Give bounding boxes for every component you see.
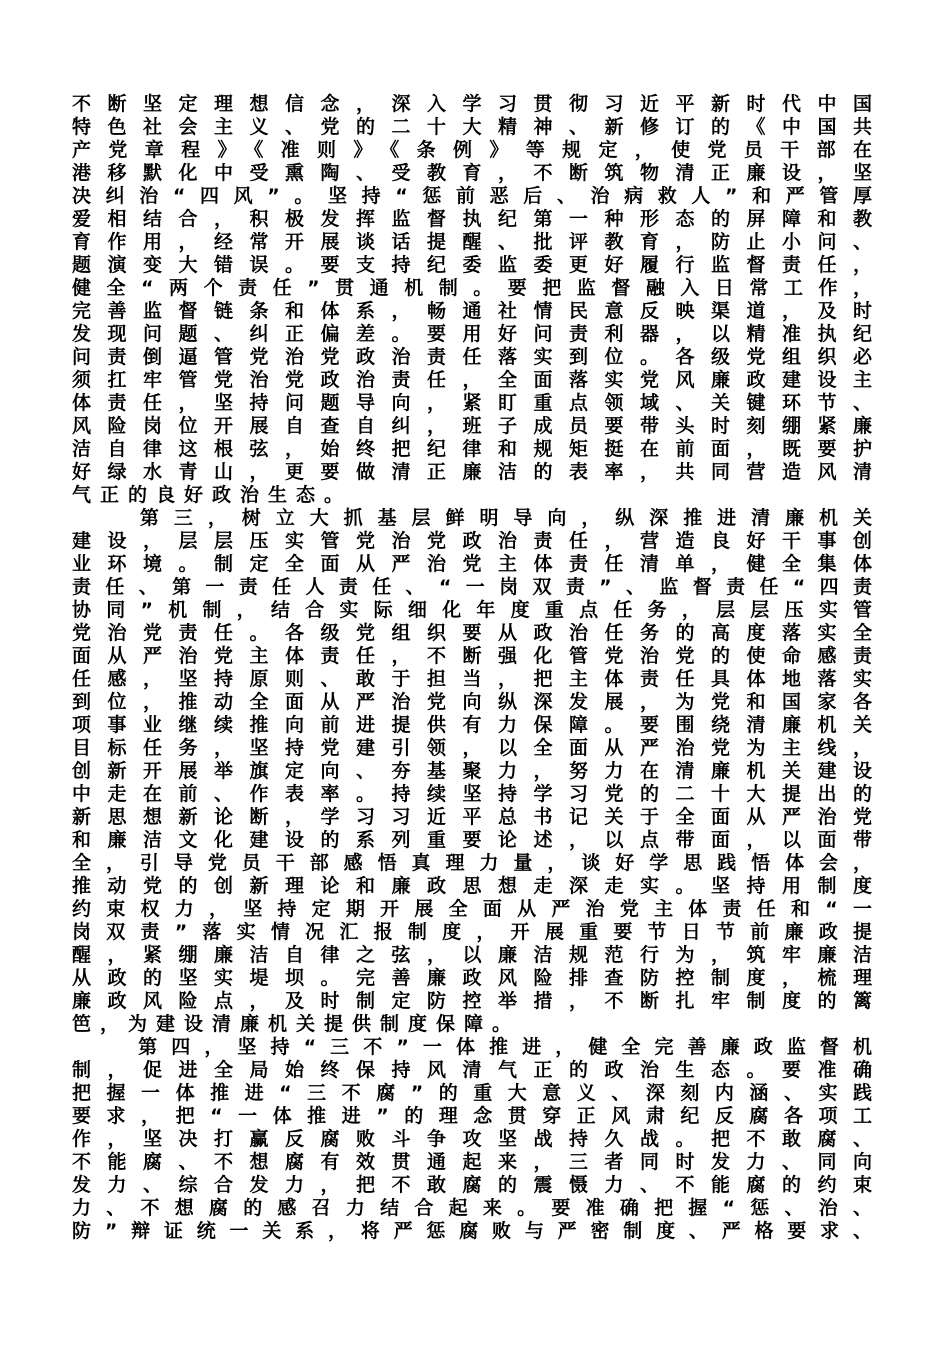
text-line: 完善监督链条和体系，畅通社情民意反映渠道，及时 — [72, 300, 872, 322]
text-line: 发现问题、纠正偏差。要用好问责利器，以精准执纪 — [72, 323, 872, 345]
text-line: 作，坚决打赢反腐败斗争攻坚战持久战。把不敢腐、 — [72, 1128, 872, 1150]
text-line: 风险岗位开展自查自纠，班子成员要带头时刻绷紧廉 — [72, 415, 872, 437]
text-line: 任感，坚持原则、敢于担当，把主体责任具体地落实 — [72, 668, 872, 690]
text-line: 廉政风险点，及时制定防控举措，不断扎牢制度的篱 — [72, 990, 872, 1012]
text-line: 责任、第一责任人责任、“一岗双责”、监督责任“四责 — [72, 576, 872, 598]
text-line: 和廉洁文化建设的系列重要论述，以点带面，以面带 — [72, 829, 872, 851]
text-line: 特色社会主义、党的二十大精神、新修订的《中国共 — [72, 116, 872, 138]
text-line: 洁自律这根弦，始终把纪律和规矩挺在前面，既要护 — [72, 438, 872, 460]
text-line: 从政的坚实堤坝。完善廉政风险排查防控制度，梳理 — [72, 967, 872, 989]
text-line: 健全“两个责任”贯通机制。要把监督融入日常工作， — [72, 277, 872, 299]
text-line: 中走在前、作表率。持续坚持学习党的二十大提出的 — [72, 783, 872, 805]
text-line: 不能腐、不想腐有效贯通起来，三者同时发力、同向 — [72, 1151, 872, 1173]
text-line: 协同”机制，结合实际细化年度重点任务，层层压实管 — [72, 599, 872, 621]
text-line: 面从严治党主体责任，不断强化管党治党的使命感责 — [72, 645, 872, 667]
text-line: 第四，坚持“三不”一体推进，健全完善廉政监督机 — [72, 1036, 872, 1058]
text-line: 建设，层层压实管党治党政治责任，营造良好干事创 — [72, 530, 872, 552]
text-line: 发力、综合发力，把不敢腐的震慑力、不能腐的约束 — [72, 1174, 872, 1196]
text-line: 防”辩证统一关系，将严惩腐败与严密制度、严格要求、 — [72, 1220, 872, 1242]
text-line: 不断坚定理想信念，深入学习贯彻习近平新时代中国 — [72, 93, 872, 115]
text-line: 爱相结合，积极发挥监督执纪第一种形态的屏障和教 — [72, 208, 872, 230]
text-line: 问责倒逼管党治党政治责任落实到位。各级党组织必 — [72, 346, 872, 368]
text-line: 须扛牢管党治党政治责任，全面落实党风廉政建设主 — [72, 369, 872, 391]
text-line: 育作用，经常开展谈话提醒、批评教育，防止小问、 — [72, 231, 872, 253]
body-text — [72, 93, 872, 1243]
text-line: 新思想新论断，学习习近平总书记关于全面从严治党 — [72, 806, 872, 828]
text-line: 业环境。制定全面从严治党主体责任清单，健全集体 — [72, 553, 872, 575]
text-line: 题演变大错误。要支持纪委监委更好履行监督责任， — [72, 254, 872, 276]
text-line: 全，引导党员干部感悟真理力量，谈好学思践悟体会， — [72, 852, 872, 874]
text-line: 港移默化中受熏陶、受教育，不断筑物清正廉设，坚 — [72, 162, 872, 184]
text-line: 目标任务，坚持党建引领，以全面从严治党为主线， — [72, 737, 872, 759]
text-line: 气正的良好政治生态。 — [72, 484, 353, 506]
text-line: 醒，紧绷廉洁自律之弦，以廉洁规范行为，筑牢廉洁 — [72, 944, 872, 966]
text-line: 推动党的创新理论和廉政思想走深走实。坚持用制度 — [72, 875, 872, 897]
text-line: 决纠治“四风”。坚持“惩前恶后、治病救人”和严管厚 — [72, 185, 872, 207]
text-line: 产党章程》《准则》《条例》等规定，使党员干部在 — [72, 139, 872, 161]
text-line: 岗双责”落实情况汇报制度，开展重要节日节前廉政提 — [72, 921, 872, 943]
text-line: 把握一体推进“三不腐”的重大意义、深刻内涵、实践 — [72, 1082, 872, 1104]
text-line: 党治党责任。各级党组织要从政治任务的高度落实全 — [72, 622, 872, 644]
text-line: 要求，把“一体推进”的理念贯穿正风肃纪反腐各项工 — [72, 1105, 872, 1127]
text-line: 约束权力，坚持定期开展全面从严治党主体责任和“一 — [72, 898, 872, 920]
text-line: 创新开展举旗定向、夯基聚力，努力在清廉机关建设 — [72, 760, 872, 782]
text-line: 到位，推动全面从严治党向纵深发展，为党和国家各 — [72, 691, 872, 713]
text-line: 第三，树立大抓基层鲜明导向，纵深推进清廉机关 — [72, 507, 872, 529]
text-line: 制，促进全局始终保持风清气正的政治生态。要准确 — [72, 1059, 872, 1081]
text-line: 力、不想腐的感召力结合起来。要准确把握“惩、治、 — [72, 1197, 872, 1219]
text-line: 好绿水青山，更要做清正廉洁的表率，共同营造风清 — [72, 461, 872, 483]
text-line: 项事业继续推向前进提供有力保障。要围绕清廉机关 — [72, 714, 872, 736]
text-line: 笆，为建设清廉机关提供制度保障。 — [72, 1013, 521, 1035]
text-line: 体责任，坚持问题导向，紧盯重点领域、关键环节、 — [72, 392, 872, 414]
